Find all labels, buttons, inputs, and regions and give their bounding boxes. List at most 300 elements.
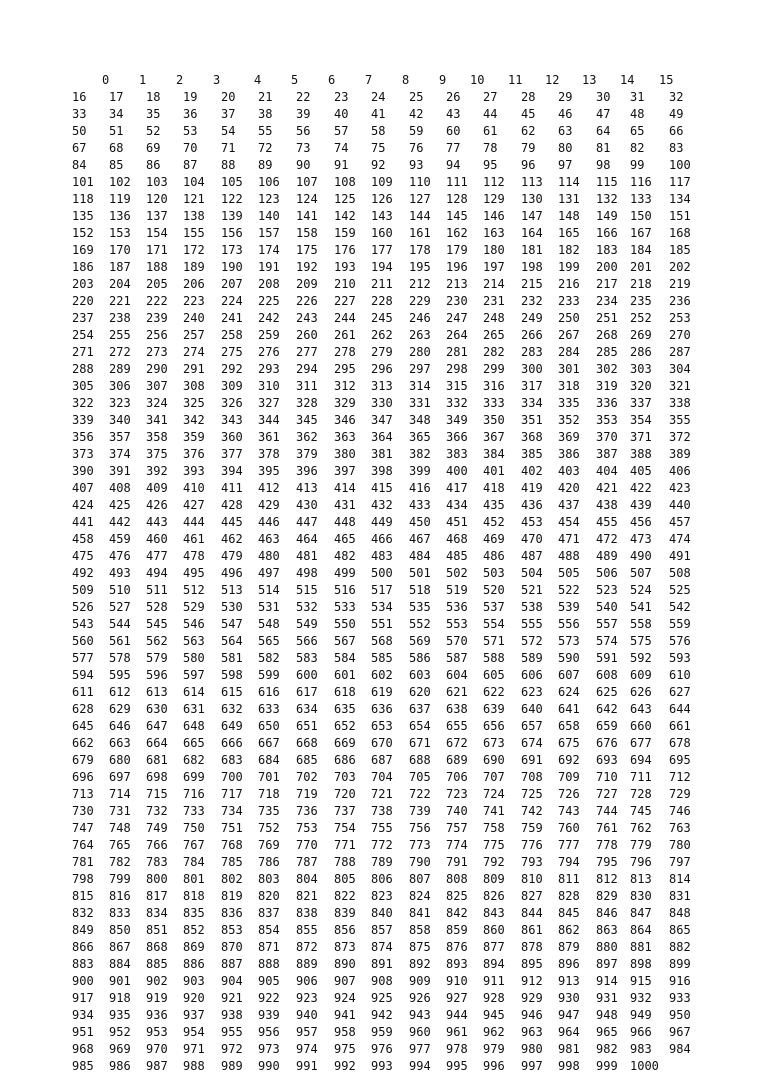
- number-cell: 919: [146, 991, 168, 1005]
- number-cell: 615: [221, 685, 243, 699]
- number-cell: 303: [630, 362, 652, 376]
- number-cell: 534: [371, 600, 393, 614]
- number-cell: 51: [109, 124, 124, 138]
- number-row: [72, 158, 712, 175]
- number-cell: 903: [183, 974, 205, 988]
- number-cell: 331: [409, 396, 431, 410]
- header-number: 1: [139, 73, 147, 87]
- number-cell: 18: [146, 90, 161, 104]
- number-cell: 257: [183, 328, 205, 342]
- number-cell: 879: [558, 940, 580, 954]
- number-cell: 724: [483, 787, 505, 801]
- number-cell: 547: [221, 617, 243, 631]
- number-cell: 65: [630, 124, 645, 138]
- number-cell: 486: [483, 549, 505, 563]
- number-cell: 356: [72, 430, 94, 444]
- number-cell: 43: [446, 107, 461, 121]
- number-cell: 600: [296, 668, 318, 682]
- number-cell: 646: [109, 719, 131, 733]
- number-cell: 707: [483, 770, 505, 784]
- number-cell: 574: [596, 634, 618, 648]
- number-cell: 291: [183, 362, 205, 376]
- number-cell: 250: [558, 311, 580, 325]
- number-cell: 178: [409, 243, 431, 257]
- number-cell: 188: [146, 260, 168, 274]
- number-cell: 833: [109, 906, 131, 920]
- number-cell: 661: [669, 719, 691, 733]
- number-cell: 478: [183, 549, 205, 563]
- number-cell: 313: [371, 379, 393, 393]
- number-cell: 154: [146, 226, 168, 240]
- number-cell: 42: [409, 107, 424, 121]
- number-cell: 894: [483, 957, 505, 971]
- number-row: [72, 260, 712, 277]
- number-cell: 196: [446, 260, 468, 274]
- number-cell: 706: [446, 770, 468, 784]
- number-row: [72, 889, 712, 906]
- number-cell: 469: [483, 532, 505, 546]
- number-cell: 862: [558, 923, 580, 937]
- number-cell: 234: [596, 294, 618, 308]
- number-cell: 298: [446, 362, 468, 376]
- number-cell: 150: [630, 209, 652, 223]
- number-cell: 952: [109, 1025, 131, 1039]
- number-cell: 79: [521, 141, 536, 155]
- number-cell: 68: [109, 141, 124, 155]
- number-cell: 314: [409, 379, 431, 393]
- number-cell: 657: [521, 719, 543, 733]
- number-cell: 976: [371, 1042, 393, 1056]
- number-cell: 749: [146, 821, 168, 835]
- number-cell: 445: [221, 515, 243, 529]
- number-cell: 960: [409, 1025, 431, 1039]
- number-cell: 492: [72, 566, 94, 580]
- number-cell: 333: [483, 396, 505, 410]
- number-cell: 416: [409, 481, 431, 495]
- number-cell: 611: [72, 685, 94, 699]
- number-row: [72, 464, 712, 481]
- number-cell: 932: [630, 991, 652, 1005]
- number-cell: 136: [109, 209, 131, 223]
- number-cell: 863: [596, 923, 618, 937]
- number-cell: 874: [371, 940, 393, 954]
- number-cell: 386: [558, 447, 580, 461]
- number-cell: 384: [483, 447, 505, 461]
- number-cell: 895: [521, 957, 543, 971]
- number-cell: 691: [521, 753, 543, 767]
- number-cell: 649: [221, 719, 243, 733]
- number-cell: 905: [258, 974, 280, 988]
- number-cell: 364: [371, 430, 393, 444]
- number-cell: 400: [446, 464, 468, 478]
- number-cell: 499: [334, 566, 356, 580]
- number-cell: 101: [72, 175, 94, 189]
- number-cell: 429: [258, 498, 280, 512]
- number-cell: 195: [409, 260, 431, 274]
- number-cell: 708: [521, 770, 543, 784]
- number-cell: 714: [109, 787, 131, 801]
- number-cell: 822: [334, 889, 356, 903]
- number-cell: 289: [109, 362, 131, 376]
- number-cell: 121: [183, 192, 205, 206]
- number-cell: 854: [258, 923, 280, 937]
- number-cell: 316: [483, 379, 505, 393]
- number-cell: 220: [72, 294, 94, 308]
- number-cell: 345: [296, 413, 318, 427]
- number-cell: 782: [109, 855, 131, 869]
- number-cell: 972: [221, 1042, 243, 1056]
- number-cell: 996: [483, 1059, 505, 1073]
- number-cell: 543: [72, 617, 94, 631]
- number-cell: 342: [183, 413, 205, 427]
- number-cell: 414: [334, 481, 356, 495]
- number-cell: 801: [183, 872, 205, 886]
- number-cell: 867: [109, 940, 131, 954]
- number-cell: 474: [669, 532, 691, 546]
- number-cell: 285: [596, 345, 618, 359]
- number-cell: 623: [521, 685, 543, 699]
- number-cell: 540: [596, 600, 618, 614]
- number-cell: 557: [596, 617, 618, 631]
- number-cell: 772: [371, 838, 393, 852]
- number-cell: 747: [72, 821, 94, 835]
- number-cell: 609: [630, 668, 652, 682]
- number-cell: 168: [669, 226, 691, 240]
- number-cell: 160: [371, 226, 393, 240]
- number-cell: 417: [446, 481, 468, 495]
- number-cell: 409: [146, 481, 168, 495]
- number-cell: 581: [221, 651, 243, 665]
- number-cell: 30: [596, 90, 611, 104]
- number-cell: 612: [109, 685, 131, 699]
- number-cell: 832: [72, 906, 94, 920]
- number-cell: 852: [183, 923, 205, 937]
- number-cell: 735: [258, 804, 280, 818]
- number-cell: 402: [521, 464, 543, 478]
- number-cell: 570: [446, 634, 468, 648]
- number-cell: 355: [669, 413, 691, 427]
- number-cell: 404: [596, 464, 618, 478]
- number-cell: 489: [596, 549, 618, 563]
- number-cell: 346: [334, 413, 356, 427]
- number-cell: 189: [183, 260, 205, 274]
- number-cell: 120: [146, 192, 168, 206]
- number-cell: 283: [521, 345, 543, 359]
- number-cell: 102: [109, 175, 131, 189]
- number-cell: 45: [521, 107, 536, 121]
- number-cell: 542: [669, 600, 691, 614]
- header-number: 15: [659, 73, 674, 87]
- number-cell: 944: [446, 1008, 468, 1022]
- number-cell: 295: [334, 362, 356, 376]
- number-cell: 655: [446, 719, 468, 733]
- number-row: [72, 685, 712, 702]
- number-cell: 665: [183, 736, 205, 750]
- number-cell: 744: [596, 804, 618, 818]
- number-cell: 981: [558, 1042, 580, 1056]
- number-cell: 567: [334, 634, 356, 648]
- header-number: 9: [439, 73, 447, 87]
- number-row: [72, 430, 712, 447]
- number-cell: 817: [146, 889, 168, 903]
- header-number: 11: [508, 73, 523, 87]
- number-cell: 515: [296, 583, 318, 597]
- number-cell: 33: [72, 107, 87, 121]
- number-cell: 988: [183, 1059, 205, 1073]
- number-cell: 635: [334, 702, 356, 716]
- header-number: 3: [213, 73, 221, 87]
- number-cell: 100: [669, 158, 691, 172]
- number-cell: 800: [146, 872, 168, 886]
- number-cell: 84: [72, 158, 87, 172]
- number-cell: 882: [669, 940, 691, 954]
- number-row: [72, 957, 712, 974]
- number-cell: 56: [296, 124, 311, 138]
- number-cell: 692: [558, 753, 580, 767]
- number-cell: 638: [446, 702, 468, 716]
- number-cell: 860: [483, 923, 505, 937]
- number-cell: 790: [409, 855, 431, 869]
- number-cell: 659: [596, 719, 618, 733]
- number-cell: 379: [296, 447, 318, 461]
- number-cell: 77: [446, 141, 461, 155]
- number-cell: 720: [334, 787, 356, 801]
- number-cell: 737: [334, 804, 356, 818]
- number-cell: 394: [221, 464, 243, 478]
- number-cell: 307: [146, 379, 168, 393]
- number-cell: 701: [258, 770, 280, 784]
- number-row: [72, 821, 712, 838]
- number-cell: 902: [146, 974, 168, 988]
- number-cell: 789: [371, 855, 393, 869]
- number-cell: 639: [483, 702, 505, 716]
- number-cell: 985: [72, 1059, 94, 1073]
- number-cell: 350: [483, 413, 505, 427]
- number-cell: 506: [596, 566, 618, 580]
- number-cell: 326: [221, 396, 243, 410]
- number-cell: 769: [258, 838, 280, 852]
- number-cell: 428: [221, 498, 243, 512]
- number-cell: 22: [296, 90, 311, 104]
- number-cell: 541: [630, 600, 652, 614]
- number-cell: 596: [146, 668, 168, 682]
- number-cell: 199: [558, 260, 580, 274]
- number-cell: 519: [446, 583, 468, 597]
- number-cell: 699: [183, 770, 205, 784]
- number-cell: 477: [146, 549, 168, 563]
- number-cell: 157: [258, 226, 280, 240]
- number-cell: 380: [334, 447, 356, 461]
- number-row: [72, 141, 712, 158]
- number-cell: 645: [72, 719, 94, 733]
- number-cell: 774: [446, 838, 468, 852]
- number-cell: 771: [334, 838, 356, 852]
- number-cell: 467: [409, 532, 431, 546]
- number-cell: 592: [630, 651, 652, 665]
- number-cell: 305: [72, 379, 94, 393]
- number-cell: 941: [334, 1008, 356, 1022]
- number-cell: 856: [334, 923, 356, 937]
- number-cell: 651: [296, 719, 318, 733]
- number-cell: 231: [483, 294, 505, 308]
- number-cell: 502: [446, 566, 468, 580]
- number-cell: 872: [296, 940, 318, 954]
- number-cell: 958: [334, 1025, 356, 1039]
- number-cell: 721: [371, 787, 393, 801]
- number-cell: 223: [183, 294, 205, 308]
- number-cell: 537: [483, 600, 505, 614]
- number-cell: 842: [446, 906, 468, 920]
- number-cell: 180: [483, 243, 505, 257]
- number-cell: 850: [109, 923, 131, 937]
- number-cell: 44: [483, 107, 498, 121]
- number-cell: 640: [521, 702, 543, 716]
- number-cell: 202: [669, 260, 691, 274]
- number-cell: 901: [109, 974, 131, 988]
- number-cell: 366: [446, 430, 468, 444]
- number-cell: 111: [446, 175, 468, 189]
- number-cell: 39: [296, 107, 311, 121]
- number-cell: 811: [558, 872, 580, 886]
- number-cell: 273: [146, 345, 168, 359]
- number-cell: 352: [558, 413, 580, 427]
- number-cell: 764: [72, 838, 94, 852]
- number-cell: 610: [669, 668, 691, 682]
- number-cell: 200: [596, 260, 618, 274]
- number-cell: 349: [446, 413, 468, 427]
- number-cell: 760: [558, 821, 580, 835]
- number-cell: 25: [409, 90, 424, 104]
- number-cell: 853: [221, 923, 243, 937]
- number-cell: 174: [258, 243, 280, 257]
- number-cell: 60: [446, 124, 461, 138]
- number-cell: 149: [596, 209, 618, 223]
- number-cell: 172: [183, 243, 205, 257]
- number-cell: 122: [221, 192, 243, 206]
- number-cell: 546: [183, 617, 205, 631]
- number-cell: 377: [221, 447, 243, 461]
- number-cell: 108: [334, 175, 356, 189]
- number-cell: 171: [146, 243, 168, 257]
- number-cell: 796: [630, 855, 652, 869]
- number-cell: 52: [146, 124, 161, 138]
- number-cell: 351: [521, 413, 543, 427]
- number-cell: 179: [446, 243, 468, 257]
- number-cell: 786: [258, 855, 280, 869]
- number-row: [72, 770, 712, 787]
- number-cell: 899: [669, 957, 691, 971]
- number-cell: 544: [109, 617, 131, 631]
- number-cell: 418: [483, 481, 505, 495]
- number-cell: 522: [558, 583, 580, 597]
- number-cell: 334: [521, 396, 543, 410]
- number-cell: 896: [558, 957, 580, 971]
- number-cell: 629: [109, 702, 131, 716]
- header-number: 14: [620, 73, 635, 87]
- number-cell: 297: [409, 362, 431, 376]
- number-cell: 980: [521, 1042, 543, 1056]
- number-cell: 965: [596, 1025, 618, 1039]
- number-cell: 539: [558, 600, 580, 614]
- number-cell: 371: [630, 430, 652, 444]
- number-cell: 358: [146, 430, 168, 444]
- number-cell: 268: [596, 328, 618, 342]
- number-cell: 265: [483, 328, 505, 342]
- number-cell: 485: [446, 549, 468, 563]
- number-cell: 40: [334, 107, 349, 121]
- number-cell: 230: [446, 294, 468, 308]
- number-cell: 865: [669, 923, 691, 937]
- number-cell: 632: [221, 702, 243, 716]
- number-cell: 943: [409, 1008, 431, 1022]
- number-cell: 565: [258, 634, 280, 648]
- number-cell: 35: [146, 107, 161, 121]
- number-cell: 89: [258, 158, 273, 172]
- number-cell: 886: [183, 957, 205, 971]
- number-cell: 308: [183, 379, 205, 393]
- number-cell: 258: [221, 328, 243, 342]
- number-cell: 906: [296, 974, 318, 988]
- number-row: [72, 1042, 712, 1059]
- number-cell: 239: [146, 311, 168, 325]
- number-cell: 420: [558, 481, 580, 495]
- number-cell: 193: [334, 260, 356, 274]
- number-cell: 897: [596, 957, 618, 971]
- number-row: [72, 600, 712, 617]
- number-cell: 883: [72, 957, 94, 971]
- number-cell: 221: [109, 294, 131, 308]
- number-cell: 948: [596, 1008, 618, 1022]
- number-cell: 977: [409, 1042, 431, 1056]
- number-cell: 652: [334, 719, 356, 733]
- number-cell: 495: [183, 566, 205, 580]
- header-number: 4: [254, 73, 262, 87]
- number-cell: 304: [669, 362, 691, 376]
- number-cell: 573: [558, 634, 580, 648]
- number-row: [72, 345, 712, 362]
- number-cell: 347: [371, 413, 393, 427]
- number-row: [72, 583, 712, 600]
- number-row: [72, 192, 712, 209]
- number-cell: 869: [183, 940, 205, 954]
- number-cell: 269: [630, 328, 652, 342]
- number-cell: 47: [596, 107, 611, 121]
- number-cell: 110: [409, 175, 431, 189]
- number-cell: 430: [296, 498, 318, 512]
- number-cell: 343: [221, 413, 243, 427]
- number-cell: 432: [371, 498, 393, 512]
- number-cell: 560: [72, 634, 94, 648]
- number-cell: 67: [72, 141, 87, 155]
- number-cell: 147: [521, 209, 543, 223]
- number-cell: 696: [72, 770, 94, 784]
- number-cell: 911: [483, 974, 505, 988]
- number-cell: 267: [558, 328, 580, 342]
- number-cell: 218: [630, 277, 652, 291]
- number-cell: 893: [446, 957, 468, 971]
- number-cell: 431: [334, 498, 356, 512]
- number-cell: 247: [446, 311, 468, 325]
- number-cell: 633: [258, 702, 280, 716]
- number-cell: 523: [596, 583, 618, 597]
- number-row: [72, 498, 712, 515]
- number-cell: 281: [446, 345, 468, 359]
- number-cell: 846: [596, 906, 618, 920]
- number-cell: 668: [296, 736, 318, 750]
- number-cell: 713: [72, 787, 94, 801]
- number-cell: 62: [521, 124, 536, 138]
- number-cell: 277: [296, 345, 318, 359]
